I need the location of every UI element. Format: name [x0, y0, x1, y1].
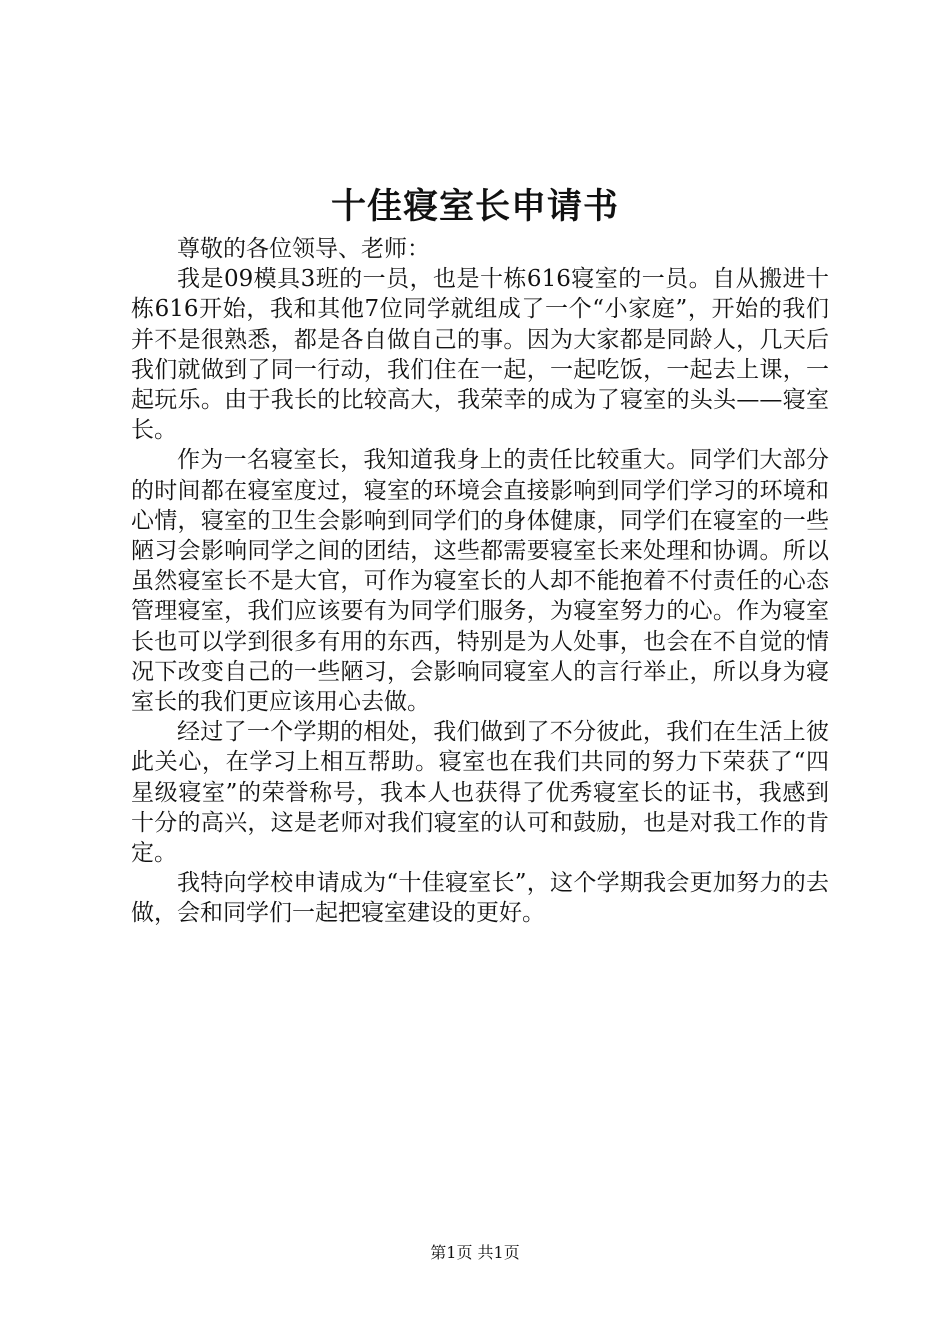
page-footer: 第1页 共1页	[430, 1243, 520, 1262]
paragraph-1: 我是09模具3班的一员，也是十栋616寝室的一员。自从搬进十栋616开始，我和其他7位同学就组成了一个“小家庭”，开始的我们并不是很熟悉，都是各自做自己的事。因为大家都是同龄人，几天后我们就做到了同一行动，我们住在一起，一起吃饭，一起去上课，一起玩乐。由于我长的比较高大，我荣幸的成为了寝室的头头——寝室长。	[131, 266, 829, 444]
document-body	[131, 234, 829, 929]
paragraph-3: 经过了一个学期的相处，我们做到了不分彼此，我们在生活上彼此关心，在学习上相互帮助。寝室也在我们共同的努力下荣获了“四星级寝室”的荣誉称号，我本人也获得了优秀寝室长的证书，我感到十分的高兴，这是老师对我们寝室的认可和鼓励，也是对我工作的肯定。	[131, 719, 829, 867]
document-title: 十佳寝室长申请书	[330, 186, 619, 227]
paragraph-2: 作为一名寝室长，我知道我身上的责任比较重大。同学们大部分的时间都在寝室度过，寝室的环境会直接影响到同学们学习的环境和心情，寝室的卫生会影响到同学们的身体健康，同学们在寝室的一些陋习会影响同学之间的团结，这些都需要寝室长来处理和协调。所以虽然寝室长不是大官，可作为寝室长的人却不能抱着不付责任的心态管理寝室，我们应该要有为同学们服务，为寝室努力的心。作为寝室长也可以学到很多有用的东西，特别是为人处事，也会在不自觉的情况下改变自己的一些陋习，会影响同寝室人的言行举止，所以身为寝室长的我们更应该用心去做。	[131, 447, 829, 716]
paragraph-4: 我特向学校申请成为“十佳寝室长”，这个学期我会更加努力的去做，会和同学们一起把寝室建设的更好。	[131, 870, 829, 927]
salutation: 尊敬的各位领导、老师：	[177, 236, 430, 262]
